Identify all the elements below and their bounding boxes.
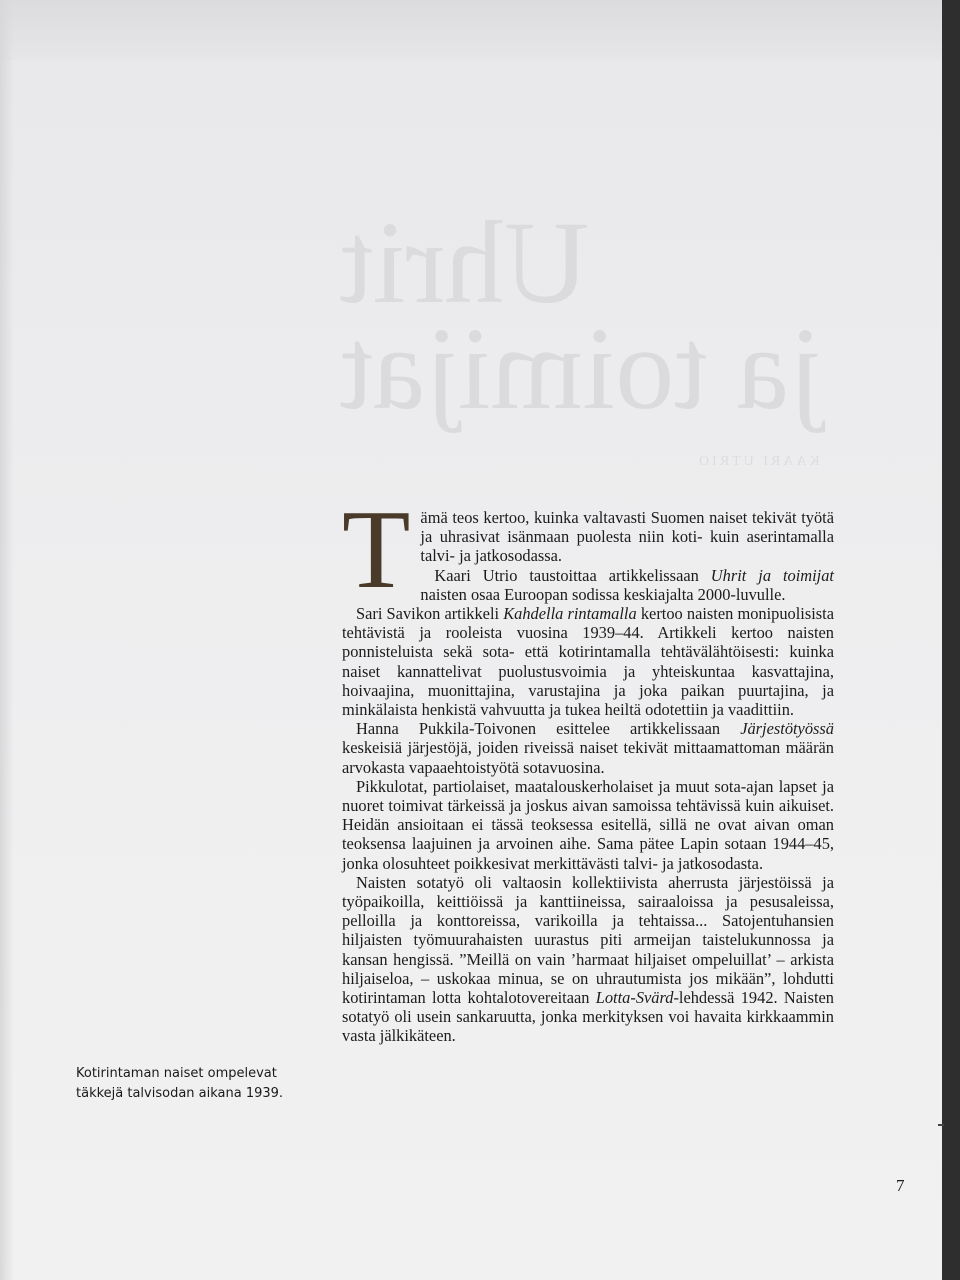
- page-edge-mark: [938, 1124, 944, 1126]
- paragraph-4: [342, 719, 834, 777]
- paragraph-2-text-a: Kaari Utrio taustoittaa artikkelissaan: [434, 565, 711, 585]
- paragraph-3-text-b: kertoo naisten monipuolisista tehtävistä ja rooleista vuosina 1939–44. Artikkeli kertoo naisten ponnisteluista sekä sota- että kotirintamalla tehtävälähtöisesti: kuinka naiset kannattelivat puolustusvoimia ja yhteiskuntaa kasvattajina, hoivaajina, muonittajina, varustajina ja joka paikan puurtajina, ja minkälaista henkistä vahvuutta ja tukea heiltä odotettiin ja vaadittiin.: [342, 604, 834, 720]
- paragraph-5: Pikkulotat, partiolaiset, maatalouskerholaiset ja muut sota-ajan lapset ja nuoret toimivat tärkeissä ja joskus aivan samoissa tehtävissä kuin aikuiset. Heidän ansioitaan ei tässä teoksessa esitellä, sillä ne ovat aivan oman teoksensa laajuinen ja arvoinen aihe. Sama pätee Lapin sotaan 1944–45, jonka olosuhteet poikkesivat merkittävästi talvi- ja jatkosodasta.: [342, 776, 834, 873]
- paragraph-1-text: ämä teos kertoo, kuinka valtavasti Suomen naiset tekivät työtä ja uhrasivat isänmaan puolesta niin koti- kuin aserintamalla talvi- ja jatkosodassa.: [420, 508, 834, 566]
- paragraph-2: [342, 566, 834, 604]
- page-top-shade: [0, 0, 942, 60]
- paragraph-4-text-a: Hanna Pukkila-Toivonen esittelee artikkelissaan: [356, 719, 741, 739]
- magazine-title-lotta-svard: Lotta-Svärd: [595, 988, 674, 1008]
- paragraph-2-text-b: naisten osaa Euroopan sodissa keskiajalta 2000-luvulle.: [420, 584, 786, 604]
- paragraph-3-text-a: Sari Savikon artikkeli: [356, 604, 504, 624]
- article-title-kahdella: Kahdella rintamalla: [503, 604, 637, 624]
- show-through-author: KAARI UTRIO: [696, 454, 820, 469]
- paragraph-6-text-b: -lehdessä 1942. Naisten sotatyö oli usein sankaruutta, jonka merkityksen voi havaita kirkkaammin vasta jälkikäteen.: [342, 988, 834, 1046]
- photo-caption: Kotirintaman naiset ompelevat täkkejä talvisodan aikana 1939.: [76, 1066, 284, 1101]
- drop-cap: T: [342, 488, 411, 612]
- page-gutter-shade: [0, 0, 14, 1280]
- paragraph-3: [342, 604, 834, 719]
- article-title-uhrit: Uhrit ja toimijat: [710, 565, 834, 585]
- article-body: [342, 488, 834, 1046]
- page-number: 7: [896, 1176, 905, 1195]
- article-title-jarjestotyossa: Järjestötyössä: [740, 719, 834, 739]
- paragraph-4-text-b: keskeisiä järjestöjä, joiden riveissä naiset tekivät mittaamattoman määrän arvokasta vapaaehtoistyötä sotavuosina.: [342, 738, 834, 777]
- show-through-title-line2: ja toimijat: [340, 303, 822, 434]
- paragraph-6-text-a: Naisten sotatyö oli valtaosin kollektiivista aherrusta järjestöissä ja työpaikoilla, keittiöissä ja kanttiineissa, sairaaloissa ja pesusaleissa, pelloilla ja konttoreissa, varikoilla ja tehtaissa... Satojentuhansien hiljaisten työmuurahaisten uurastus piti armeijan taistelukunnossa ja kansan hengissä. ”Meillä on vain ’harmaat hiljaiset ompeluillat’ – arkista hiljaiseloa, – uskokaa minua, se on uhrautumista jos mikään”, lohdutti kotirintaman lotta kohtalotovereitaan: [342, 872, 834, 1008]
- show-through-title: [340, 197, 822, 434]
- background-edge: [942, 0, 960, 1280]
- show-through-title-line1: Uhrit: [340, 197, 590, 328]
- paragraph-6: [342, 873, 834, 1046]
